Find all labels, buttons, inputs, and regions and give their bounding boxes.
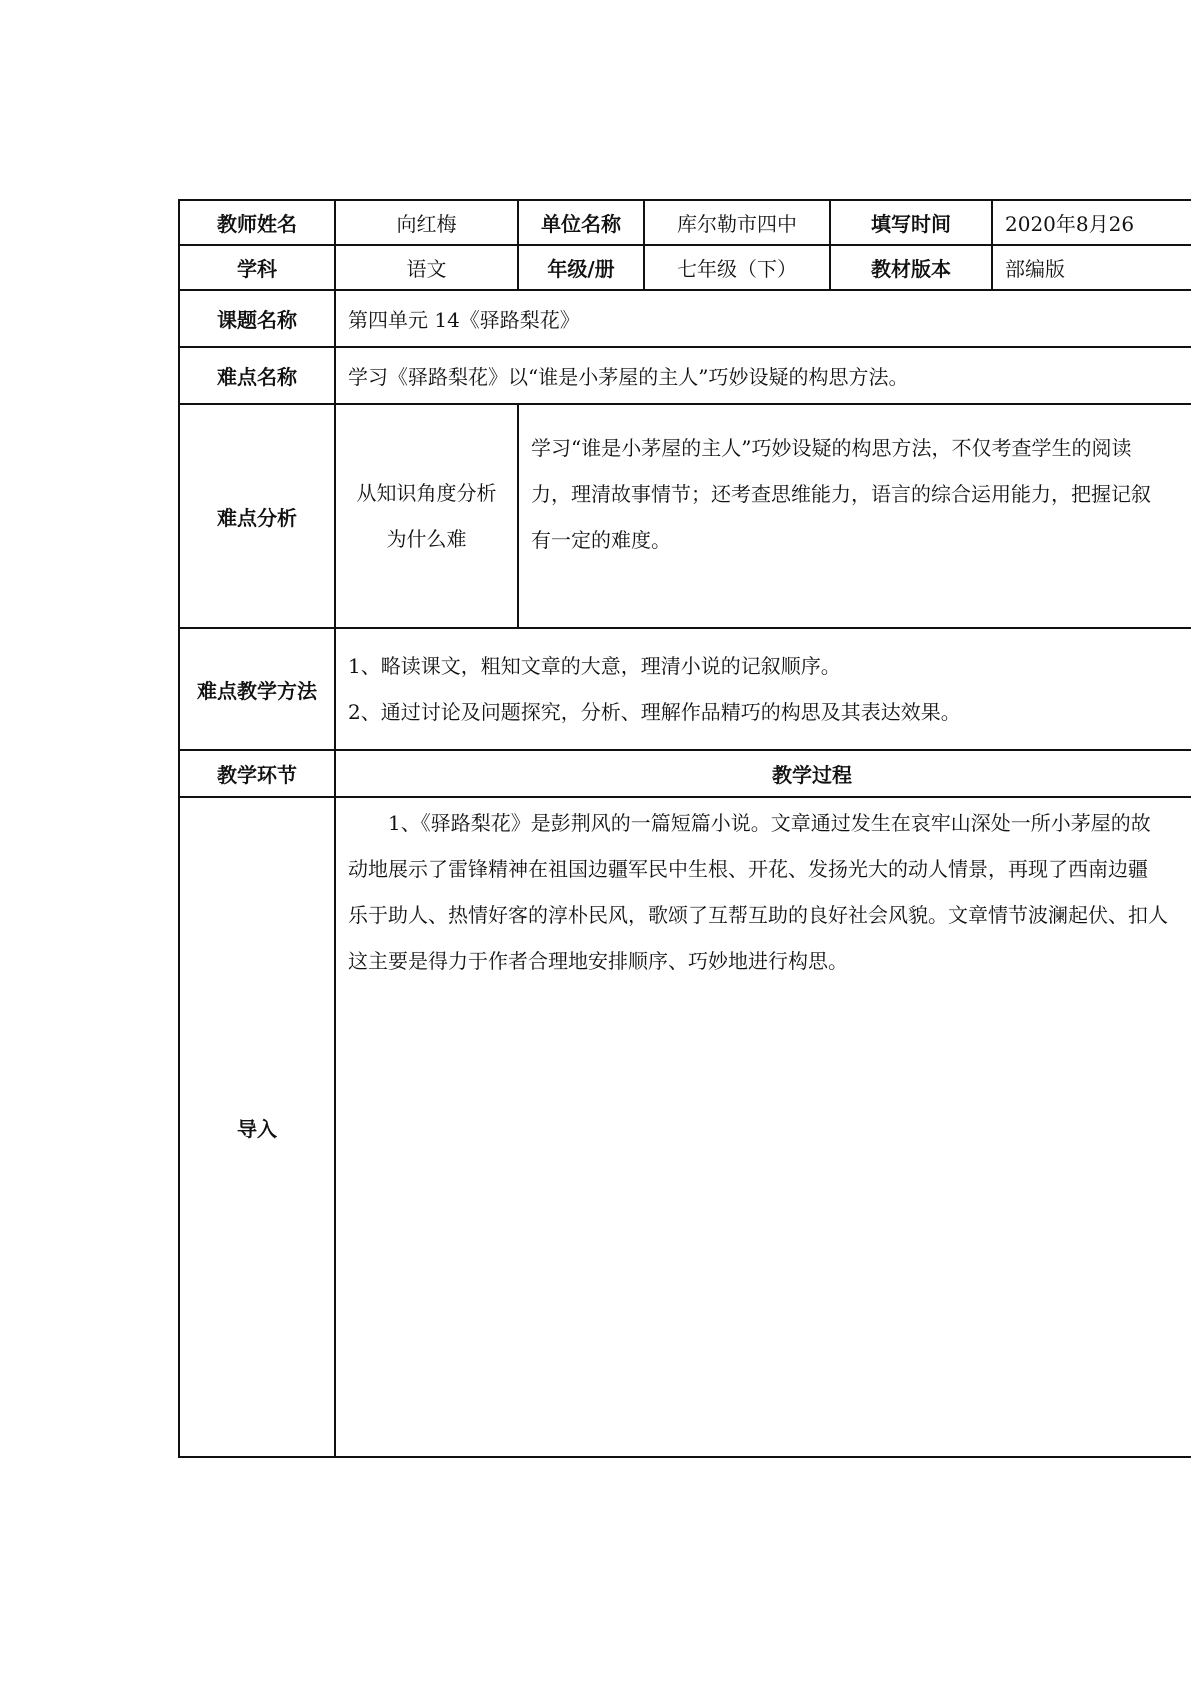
intro-line-4: 这主要是得力于作者合理地安排顺序、巧妙地进行构思。 — [348, 949, 848, 973]
analysis-sub-label-line-1: 从知识角度分析 — [356, 481, 497, 505]
method-content — [335, 628, 1191, 750]
method-line-1: 1、略读课文，粗知文章的大意，理清小说的记叙顺序。 — [348, 654, 841, 678]
intro-row — [179, 797, 1191, 1457]
method-line-2: 2、通过讨论及问题探究，分析、理解作品精巧的构思及其表达效果。 — [348, 700, 961, 724]
difficulty-value: 学习《驿路梨花》以“谁是小茅屋的主人”巧妙设疑的构思方法。 — [335, 347, 1191, 404]
analysis-line-1: 学习“谁是小茅屋的主人”巧妙设疑的构思方法，不仅考查学生的阅读 — [531, 436, 1132, 460]
header-row-2 — [179, 245, 1191, 290]
difficulty-row — [179, 347, 1191, 404]
intro-content — [335, 797, 1191, 1457]
analysis-sub-label — [335, 404, 518, 628]
process-header-label: 教学过程 — [335, 750, 1191, 797]
intro-line-3: 乐于助人、热情好客的淳朴民风，歌颂了互帮互助的良好社会风貌。文章情节波澜起伏、扣人 — [348, 903, 1168, 927]
lesson-plan-sheet — [178, 199, 1191, 1459]
analysis-line-3: 有一定的难度。 — [531, 528, 671, 552]
subject-value: 语文 — [335, 245, 518, 290]
grade-label: 年级/册 — [518, 245, 644, 290]
grade-value: 七年级（下） — [644, 245, 830, 290]
unit-label: 单位名称 — [518, 200, 644, 245]
difficulty-label: 难点名称 — [179, 347, 335, 404]
method-label: 难点教学方法 — [179, 628, 335, 750]
edition-value: 部编版 — [992, 245, 1191, 290]
analysis-sub-label-line-2: 为什么难 — [386, 527, 467, 551]
intro-line-1: 1、《驿路梨花》是彭荆风的一篇短篇小说。文章通过发生在哀牢山深处一所小茅屋的故 — [348, 811, 1151, 835]
analysis-label: 难点分析 — [179, 404, 335, 628]
date-label: 填写时间 — [830, 200, 992, 245]
analysis-row — [179, 404, 1191, 628]
date-value: 2020年8月26 — [992, 200, 1191, 245]
topic-label: 课题名称 — [179, 290, 335, 347]
topic-value: 第四单元 14《驿路梨花》 — [335, 290, 1191, 347]
topic-row — [179, 290, 1191, 347]
unit-value: 库尔勒市四中 — [644, 200, 830, 245]
header-row-1 — [179, 200, 1191, 245]
analysis-content — [518, 404, 1191, 628]
teacher-label: 教师姓名 — [179, 200, 335, 245]
lesson-plan-table — [178, 199, 1191, 1458]
stage-header-label: 教学环节 — [179, 750, 335, 797]
teacher-value: 向红梅 — [335, 200, 518, 245]
method-row — [179, 628, 1191, 750]
intro-label: 导入 — [179, 797, 335, 1457]
subject-label: 学科 — [179, 245, 335, 290]
analysis-line-2: 力，理清故事情节；还考查思维能力，语言的综合运用能力，把握记叙 — [531, 482, 1151, 506]
intro-line-2: 动地展示了雷锋精神在祖国边疆军民中生根、开花、发扬光大的动人情景，再现了西南边疆 — [348, 857, 1148, 881]
edition-label: 教材版本 — [830, 245, 992, 290]
process-header-row — [179, 750, 1191, 797]
